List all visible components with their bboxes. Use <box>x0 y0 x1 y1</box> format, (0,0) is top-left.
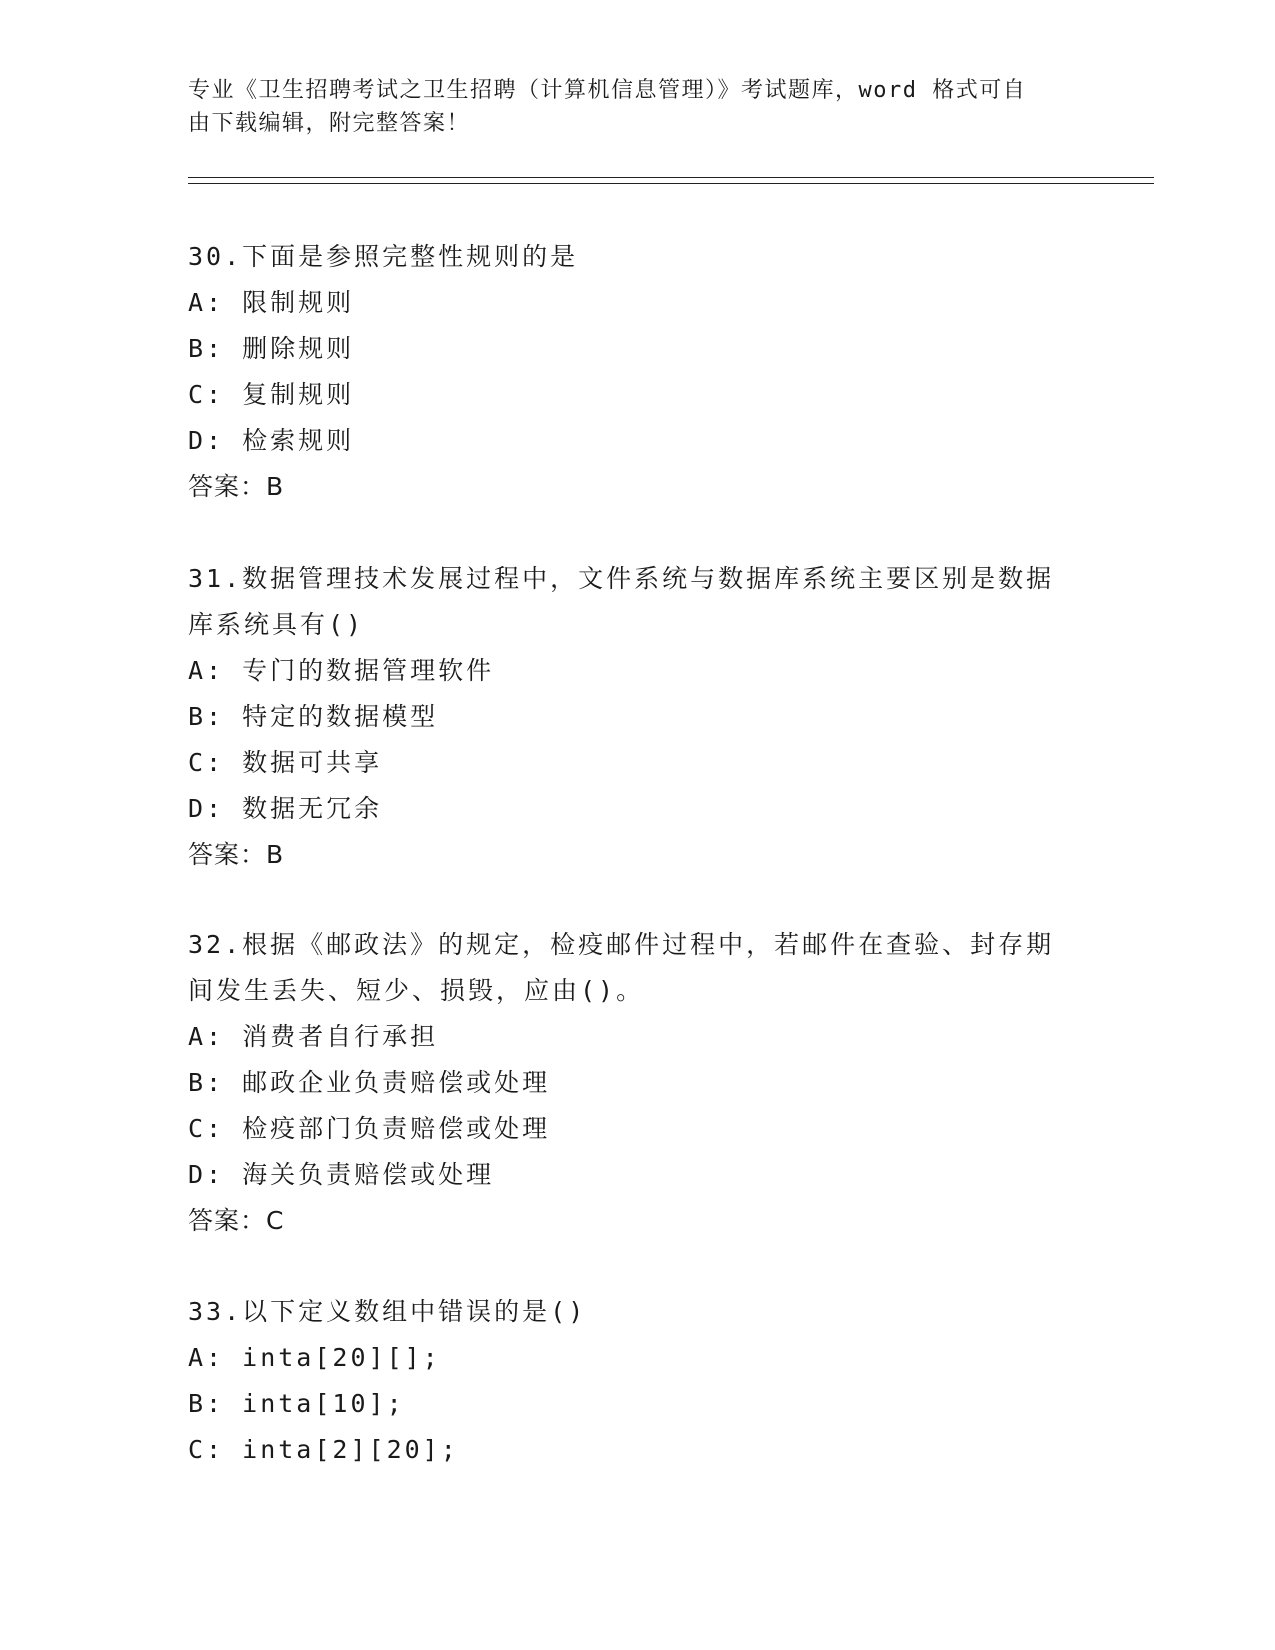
question-stem: 30.下面是参照完整性规则的是 <box>188 242 579 271</box>
header-line-1: 专业《卫生招聘考试之卫生招聘（计算机信息管理）》考试题库，word 格式可自 <box>188 78 1027 103</box>
option-c: C: 检疫部门负责赔偿或处理 <box>188 1114 551 1143</box>
answer: 答案：B <box>188 840 285 869</box>
option-b: B: 删除规则 <box>188 334 355 363</box>
option-b: B: inta[10]; <box>188 1389 405 1418</box>
option-b: B: 邮政企业负责赔偿或处理 <box>188 1068 551 1097</box>
question-30 <box>188 234 1088 510</box>
option-a: A: 消费者自行承担 <box>188 1022 439 1051</box>
header-line-2: 由下载编辑，附完整答案！ <box>188 111 471 136</box>
question-33 <box>188 1289 1088 1473</box>
question-stem-continued: 库系统具有() <box>188 610 365 639</box>
option-c: C: 数据可共享 <box>188 748 383 777</box>
option-a: A: inta[20][]; <box>188 1343 441 1372</box>
option-b: B: 特定的数据模型 <box>188 702 439 731</box>
question-stem: 32.根据《邮政法》的规定，检疫邮件过程中，若邮件在查验、封存期 <box>188 930 1055 959</box>
option-d: D: 海关负责赔偿或处理 <box>188 1160 495 1189</box>
option-c: C: inta[2][20]; <box>188 1435 459 1464</box>
question-stem: 33.以下定义数组中错误的是() <box>188 1297 587 1326</box>
answer: 答案：B <box>188 472 285 501</box>
question-32 <box>188 922 1088 1244</box>
option-a: A: 限制规则 <box>188 288 355 317</box>
question-31 <box>188 556 1088 878</box>
question-stem: 31.数据管理技术发展过程中，文件系统与数据库系统主要区别是数据 <box>188 564 1055 593</box>
option-d: D: 数据无冗余 <box>188 794 383 823</box>
answer: 答案：C <box>188 1206 285 1235</box>
option-d: D: 检索规则 <box>188 426 355 455</box>
option-a: A: 专门的数据管理软件 <box>188 656 495 685</box>
header-divider-top <box>188 177 1154 178</box>
question-stem-continued: 间发生丢失、短少、损毁，应由()。 <box>188 976 645 1005</box>
document-header <box>188 74 1088 140</box>
header-divider-bottom <box>188 183 1154 184</box>
option-c: C: 复制规则 <box>188 380 355 409</box>
